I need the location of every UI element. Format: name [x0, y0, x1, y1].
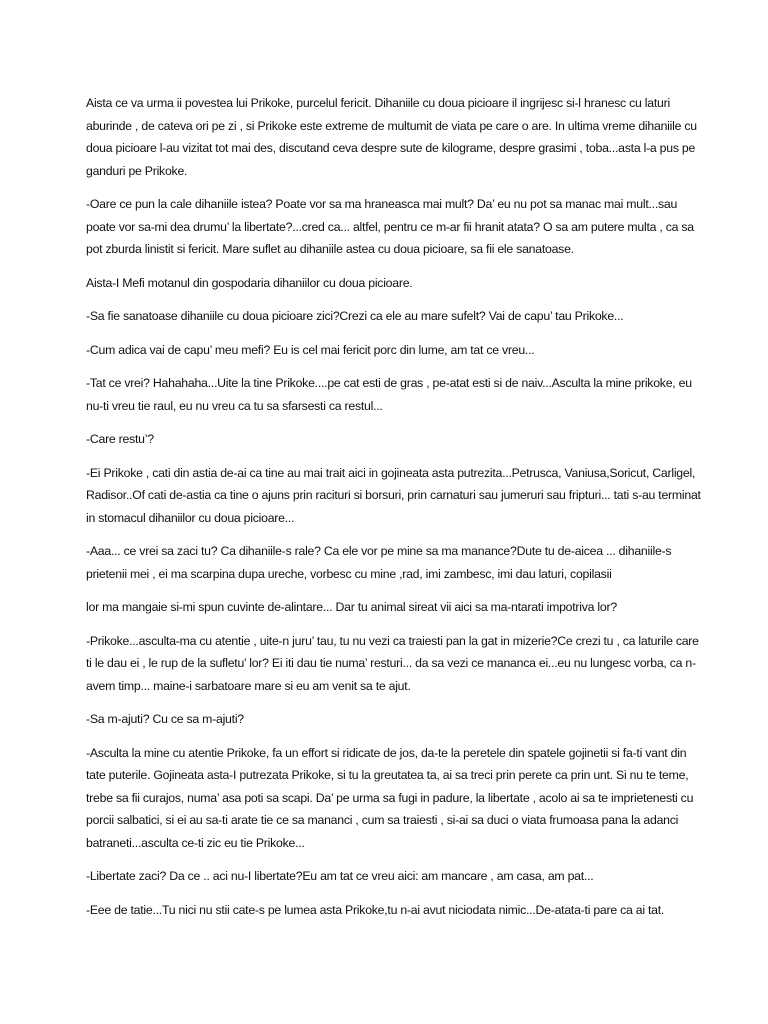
paragraph: -Aaa... ce vrei sa zaci tu? Ca dihaniile-s rale? Ca ele vor pe mine sa ma manance?Dute tu de-aicea ... dihaniile-s prietenii mei , ei ma scarpina dupa ureche, vorbesc cu mine ,rad, imi zambesc, imi dau laturi, copilasii	[86, 544, 672, 581]
paragraph-intro: Aista ce va urma ii povestea lui Prikoke, purcelul fericit. Dihaniile cu doua picioare il ingrijesc si-l hranesc cu laturi aburinde , de cateva ori pe zi , si Prikoke este extreme de multumit de viata pe care o are. In ultima vreme dihaniile cu doua picioare l-au vizitat tot mai des, discutand ceva despre sute de kilograme, despre grasimi , toba...asta l-a pus pe ganduri pe Prikoke.	[86, 96, 697, 178]
paragraph: -Asculta la mine cu atentie Prikoke, fa un effort si ridicate de jos, da-te la peretele din spatele gojinetii si fa-ti vant din tate puterile. Gojineata asta-I putrezata Prikoke, si tu la greutatea ta, ai sa treci prin perete ca prin unt. Si nu te teme, trebe sa fii curajos, numa’ asa poti sa scapi. Da’ pe urma sa fugi in padure, la libertate , acolo ai sa te imprietenesti cu porcii salbatici, si ei au sa-ti arate tie ce sa mananci , cum sa traiesti , si-ai sa duci o viata frumoasa pana la adanci batraneti...asculta ce-ti zic eu tie Prikoke...	[86, 745, 694, 850]
paragraph: -Eee de tatie...Tu nici nu stii cate-s pe lumea asta Prikoke,tu n-ai avut niciodata nimic...De-atata-ti pare ca ai tat.	[86, 902, 665, 917]
paragraph: -Sa m-ajuti? Cu ce sa m-ajuti?	[86, 712, 244, 726]
paragraph: -Prikoke...asculta-ma cu atentie , uite-n juru’ tau, tu nu vezi ca traiesti pan la gat in mizerie?Ce crezi tu , ca laturile care ti le dau ei , le rup de la sufletu’ lor? Ei iti dau tie numa’ resturi... da sa vezi ce mananca ei...eu nu lungesc vorba, ca n-avem timp... maine-i sarbatoare mare si eu am venit sa te ajut.	[86, 633, 699, 693]
paragraph: -Tat ce vrei? Hahahaha...Uite la tine Prikoke....pe cat esti de gras , pe-atat esti si de naiv...Asculta la mine prikoke, eu nu-ti vreu tie raul, eu nu vreu ca tu sa sfarsesti ca restul...	[86, 376, 692, 413]
paragraph: Aista-I Mefi motanul din gospodaria dihaniilor cu doua picioare.	[86, 275, 413, 290]
document-body	[86, 92, 706, 932]
paragraph: -Libertate zaci? Da ce .. aci nu-I libertate?Eu am tat ce vreu aici: am mancare , am casa, am pat...	[86, 869, 594, 883]
paragraph: -Ei Prikoke , cati din astia de-ai ca tine au mai trait aici in gojineata asta putrezita...Petrusca, Vaniusa,Soricut, Carligel, Radisor..Of cati de-astia ca tine o ajuns prin raciturі si borsuri, prin carnaturi sau jumeruri sau fripturi... tati s-au terminat in stomacul dihaniilor cu doua picioare...	[86, 465, 701, 525]
paragraph: -Sa fie sanatoase dihaniile cu doua picioare zici?Crezi ca ele au mare sufelt? Vai de capu’ tau Prikoke...	[86, 309, 624, 323]
paragraph: lor ma mangaie si-mi spun cuvinte de-alintare... Dar tu animal sireat vii aici sa ma-ntarati impotriva lor?	[86, 600, 617, 614]
paragraph: -Oare ce pun la cale dihaniile istea? Poate vor sa ma hraneasca mai mult? Da’ eu nu pot sa manac mai mult...sau poate vor sa-mi dea drumu’ la libertate?...cred ca... altfel, pentru ce m-ar fii hranit atata? O sa am putere multa , ca sa pot zburda linistit si fericit. Mare suflet au dihaniile astea cu doua picioare, sa fii ele sanatoase.	[86, 197, 694, 256]
paragraph: -Cum adica vai de capu’ meu mefi? Eu is cel mai fericit porc din lume, am tat ce vreu...	[86, 342, 535, 357]
paragraph: -Care restu’?	[86, 432, 154, 446]
